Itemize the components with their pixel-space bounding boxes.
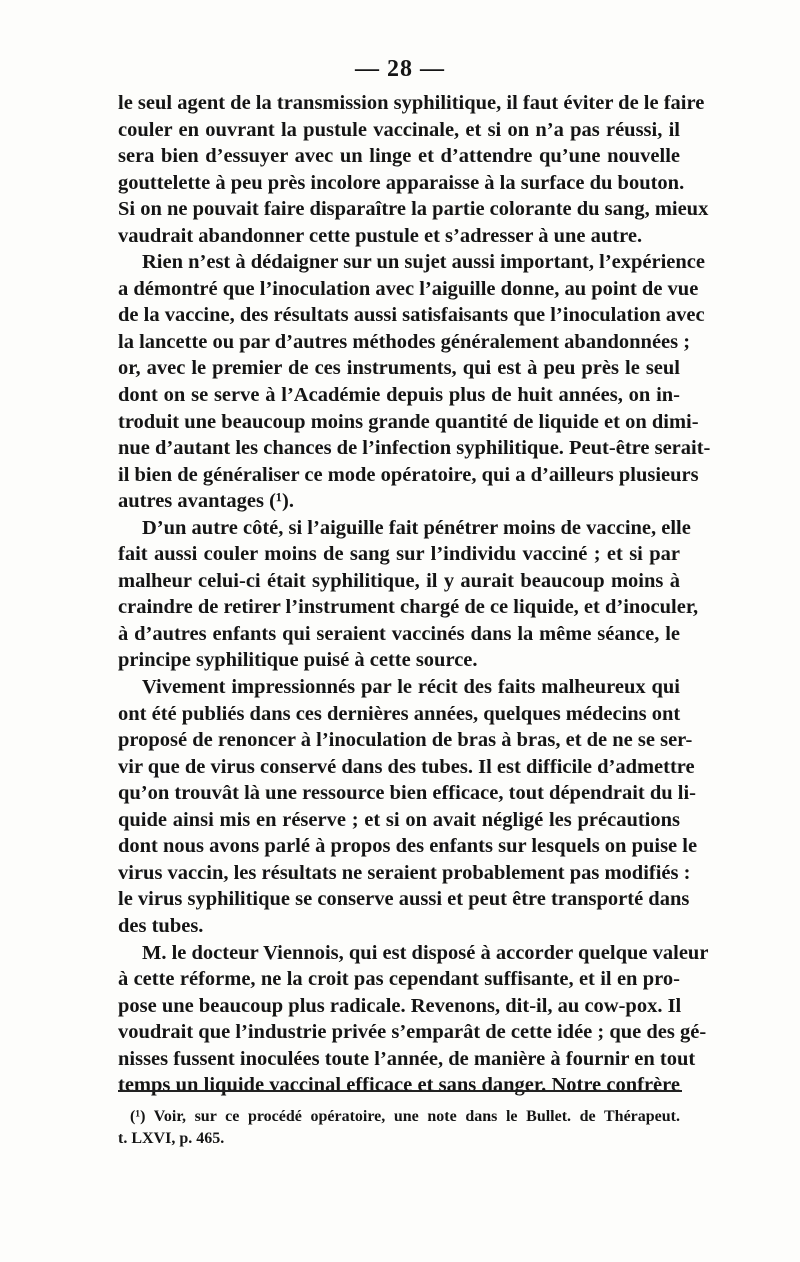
text-line: Si on ne pouvait faire disparaître la partie colorante du sang, mieux <box>118 198 709 221</box>
text-line: proposé de renoncer à l’inoculation de bras à bras, et de ne se ser- <box>118 729 693 752</box>
text-line: le seul agent de la transmission syphilitique, il faut éviter de le faire <box>118 92 705 114</box>
text-line: gouttelette à peu près incolore apparaisse à la surface du bouton. <box>118 171 685 194</box>
text-line: troduit une beaucoup moins grande quantité de liquide et on dimi- <box>118 410 699 433</box>
text-line: nisses fussent inoculées toute l’année, de manière à fournir en tout <box>118 1047 696 1070</box>
text-line: vaudrait abandonner cette pustule et s’adresser à une autre. <box>118 224 643 247</box>
text-line: virus vaccin, les résultats ne seraient probablement pas modifiés : <box>118 861 691 884</box>
text-line: couler en ouvrant la pustule vaccinale, et si on n’a pas réussi, il <box>118 118 680 141</box>
text-line: fait aussi couler moins de sang sur l’individu vacciné ; et si par <box>118 543 680 566</box>
text-line: or, avec le premier de ces instruments, qui est à peu près le seul <box>118 357 680 380</box>
text-line: craindre de retirer l’instrument chargé de ce liquide, et d’inoculer, <box>118 596 699 619</box>
footnote-line: t. LXVI, p. 465. <box>118 1130 225 1147</box>
text-line: il bien de généraliser ce mode opératoire, qui a d’ailleurs plusieurs <box>118 463 699 486</box>
text-line: a démontré que l’inoculation avec l’aiguille donne, au point de vue <box>118 277 699 300</box>
text-line: ont été publiés dans ces dernières années, quelques médecins ont <box>118 702 681 725</box>
paragraph-start: D’un autre côté, si l’aiguille fait pénétrer moins de vaccine, elle <box>142 516 691 539</box>
text-line: des tubes. <box>118 914 204 937</box>
text-line: nue d’autant les chances de l’infection syphilitique. Peut-être serait- <box>118 437 711 460</box>
text-line: quide ainsi mis en réserve ; et si on avait négligé les précautions <box>118 808 680 831</box>
text-line: qu’on trouvât là une ressource bien efficace, tout dépendrait du li- <box>118 782 696 805</box>
text-line: sera bien d’essuyer avec un linge et d’attendre qu’une nouvelle <box>118 145 680 168</box>
text-line: le virus syphilitique se conserve aussi et peut être transporté dans <box>118 888 690 911</box>
paragraph-start: Rien n’est à dédaigner sur un sujet aussi important, l’expérience <box>142 251 705 274</box>
footnote-line: (¹) Voir, sur ce procédé opératoire, une note dans le Bullet. de Thérapeut. <box>130 1108 680 1125</box>
text-line: malheur celui-ci était syphilitique, il y aurait beaucoup moins à <box>118 569 680 592</box>
body-text <box>118 90 711 1099</box>
text-line: pose une beaucoup plus radicale. Revenons, dit-il, au cow-pox. Il <box>118 994 682 1017</box>
text-line: vir que de virus conservé dans des tubes. Il est difficile d’admettre <box>118 755 695 778</box>
text-line: de la vaccine, des résultats aussi satisfaisants que l’inoculation avec <box>118 304 705 327</box>
text-line: à d’autres enfants qui seraient vaccinés dans la même séance, le <box>118 622 680 645</box>
text-line: voudrait que l’industrie privée s’emparât de cette idée ; que des gé- <box>118 1021 707 1044</box>
paragraph-start: Vivement impressionnés par le récit des faits malheureux qui <box>142 676 680 699</box>
text-line: principe syphilitique puisé à cette source. <box>118 649 478 672</box>
text-line: autres avantages (¹). <box>118 490 295 513</box>
page-number: — 28 — <box>355 56 445 82</box>
footnote-rule <box>118 1090 682 1092</box>
text-line: dont on se serve à l’Académie depuis plus de huit années, on in- <box>118 384 680 407</box>
text-line: la lancette ou par d’autres méthodes généralement abandonnées ; <box>118 330 691 353</box>
text-line: dont nous avons parlé à propos des enfants sur lesquels on puise le <box>118 835 698 858</box>
paragraph-start: M. le docteur Viennois, qui est disposé à accorder quelque valeur <box>142 941 709 964</box>
text-line: à cette réforme, ne la croit pas cependant suffisante, et il en pro- <box>118 968 680 991</box>
text-line: temps un liquide vaccinal efficace et sans danger. Notre confrère <box>118 1074 680 1097</box>
footnote <box>118 1106 680 1150</box>
